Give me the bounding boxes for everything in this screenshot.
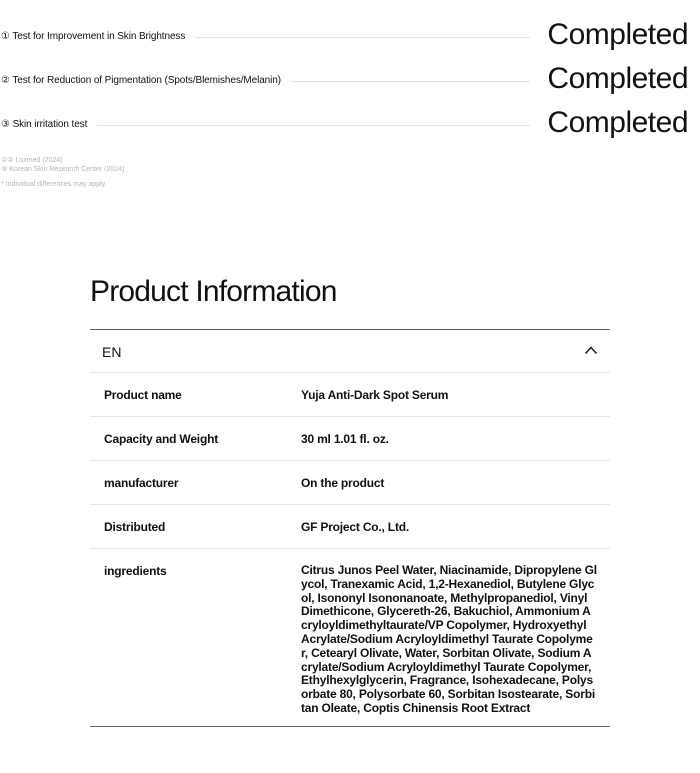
test-status: Completed: [539, 106, 688, 140]
table-row: [90, 505, 610, 549]
test-label: Test for Improvement in Skin Brightness: [12, 31, 186, 42]
test-label: Test for Reduction of Pigmentation (Spots/Blemishes/Melanin): [12, 75, 281, 86]
footnote-disclaimer: * Individual differences may apply.: [1, 181, 107, 188]
product-info-table: [90, 329, 610, 727]
test-label: Skin irritation test: [12, 119, 88, 130]
row-label: Capacity and Weight: [104, 432, 218, 446]
table-row: [90, 549, 610, 726]
test-status: Completed: [539, 18, 688, 52]
footnote-source-1: ①② Luxmed (2024): [1, 157, 63, 164]
test-row-pigmentation: [0, 62, 700, 102]
section-title: Product Information: [90, 275, 337, 308]
language-label: EN: [102, 344, 122, 360]
row-label: manufacturer: [104, 476, 179, 490]
row-label: Distributed: [104, 520, 166, 534]
table-row: [90, 461, 610, 505]
test-label-brightness: [1, 31, 195, 42]
test-row-brightness: [0, 18, 700, 58]
row-value: 30 ml 1.01 fl. oz.: [301, 432, 389, 446]
test-marker: ①: [1, 31, 10, 42]
table-row: [90, 417, 610, 461]
test-label-irritation: [1, 119, 97, 130]
test-marker: ③: [1, 119, 10, 130]
footnote-source-2: ③ Korean Skin Research Center (2024): [1, 166, 125, 173]
test-status: Completed: [539, 62, 688, 96]
chevron-up-icon[interactable]: [584, 345, 598, 355]
row-label: Product name: [104, 388, 182, 402]
test-marker: ②: [1, 75, 10, 86]
ingredients-value: Citrus Junos Peel Water, Niacinamide, Dipropylene Glycol, Tranexamic Acid, 1,2-Hexanediol, Butylene Glycol, Isononyl Isononanoate, Methylpropanediol, Vinyl Dimethicone, Glycereth-26, Bakuchiol, Ammonium Acryloyldimethyltaurate/VP Copolymer, Hydroxyethyl Acrylate/Sodium Acryloyldimethyl Taurate Copolymer, Cetearyl Olivate, Water, Sorbitan Olivate, Sodium Acrylate/Sodium Acryloyldimethyl Taurate Copolymer, Ethylhexylglycerin, Fragrance, Isohexadecane, Polysorbate 80, Polysorbate 60, Sorbitan Isostearate, Sorbitan Oleate, Coptis Chinensis Root Extract: [301, 563, 597, 715]
row-value: GF Project Co., Ltd.: [301, 520, 410, 534]
table-row: [90, 373, 610, 417]
test-label-pigmentation: [1, 75, 291, 86]
row-value: Yuja Anti-Dark Spot Serum: [301, 388, 449, 402]
language-accordion-header[interactable]: [90, 330, 610, 373]
row-label: ingredients: [104, 564, 167, 578]
row-value: On the product: [301, 476, 385, 490]
test-row-irritation: [0, 106, 700, 146]
